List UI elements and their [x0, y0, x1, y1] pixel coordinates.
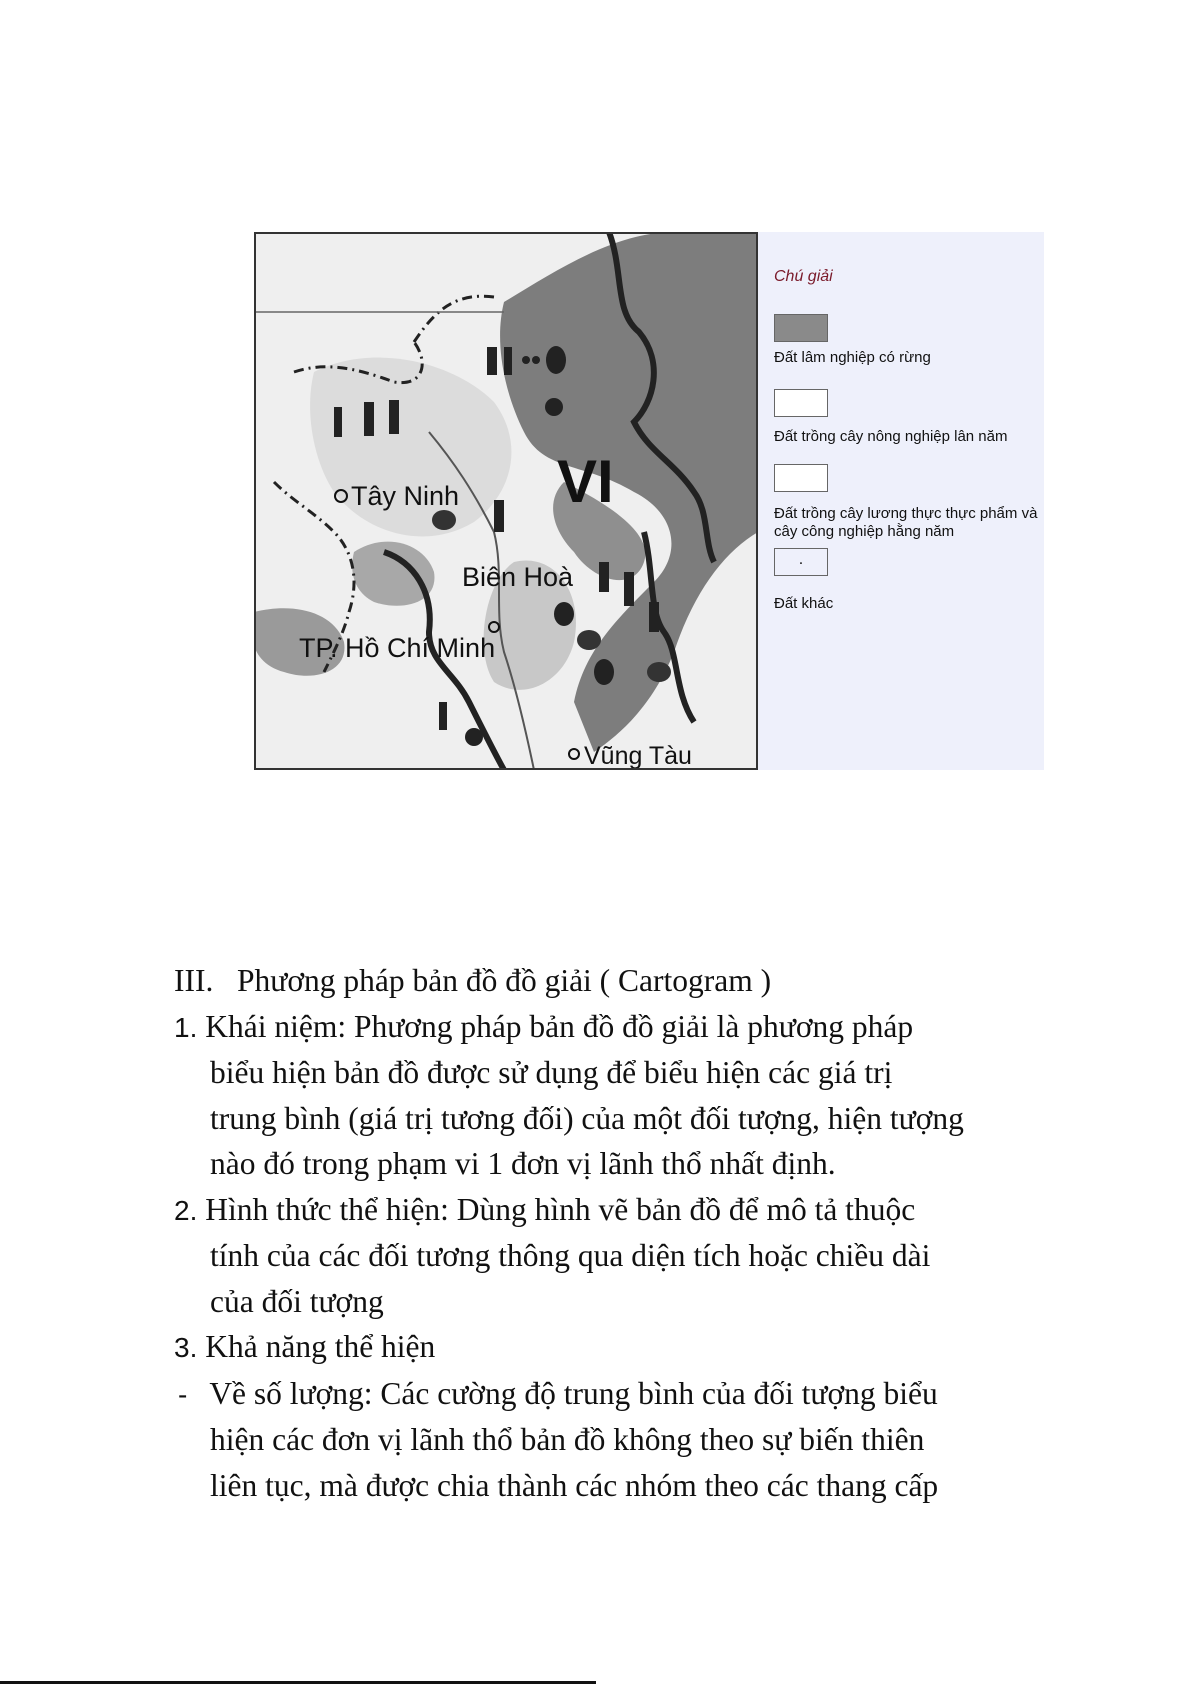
crop-symbol: [439, 702, 447, 730]
crop-symbol: [334, 407, 342, 437]
crop-symbol: [545, 398, 563, 416]
crop-symbol: [522, 356, 530, 364]
map-label-tay-ninh: Tây Ninh: [351, 481, 460, 511]
item-line: trung bình (giá trị tương đối) của một đối tượng, hiện tượng: [210, 1100, 964, 1136]
item-line: của đối tượng: [210, 1283, 384, 1319]
list-item: [174, 1187, 1074, 1234]
map-drawing: [254, 232, 758, 770]
crop-symbol: [599, 562, 609, 592]
heading-text: Phương pháp bản đồ đồ giải ( Cartogram ): [236, 963, 772, 998]
legend-label-forest: Đất lâm nghiệp có rừng: [774, 349, 931, 366]
section-heading: [174, 958, 1074, 1004]
heading-number: III.: [174, 963, 214, 998]
list-item: [174, 1004, 1074, 1051]
crop-symbol: [465, 728, 483, 746]
crop-symbol: [532, 356, 540, 364]
item-line: Khái niệm: Phương pháp bản đồ đồ giải là phương pháp: [205, 1008, 914, 1044]
legend-label-other: Đất khác: [774, 595, 834, 612]
crop-symbol: [389, 400, 399, 434]
crop-symbol: [432, 510, 456, 530]
legend-swatch-perennial: [774, 389, 828, 417]
item-line: hiện các đơn vị lãnh thổ bản đồ không theo sự biến thiên: [210, 1422, 925, 1457]
legend-title: Chú giải: [774, 268, 833, 285]
crop-symbol: [546, 346, 566, 374]
list-item: [174, 1324, 1074, 1371]
item-number: 1.: [174, 1011, 198, 1043]
map-label-hcm: TP. Hồ Chí Minh: [299, 633, 496, 663]
item-line: Hình thức thể hiện: Dùng hình vẽ bản đồ để mô tả thuộc: [205, 1191, 916, 1227]
crop-symbol: [494, 500, 504, 532]
crop-symbol: [649, 602, 659, 632]
item-line: Khả năng thể hiện: [205, 1329, 436, 1364]
legend-label-annual: Đất trồng cây lương thực thực phẩm và cây công nghiệp hằng năm: [774, 505, 1038, 540]
list-item: [174, 1371, 1074, 1418]
item-line: Về số lượng: Các cường độ trung bình của đối tượng biểu: [209, 1375, 938, 1411]
land-use-map: [254, 232, 758, 770]
item-line: nào đó trong phạm vi 1 đơn vị lãnh thổ nhất định.: [210, 1146, 836, 1181]
crop-symbol: [594, 659, 614, 685]
map-label-bien-hoa: Biên Hoà: [462, 562, 574, 592]
legend-swatch-other: .: [774, 548, 828, 576]
crop-symbol: [624, 572, 634, 606]
legend-swatch-forest: [774, 314, 828, 342]
map-label-vi: VI: [557, 448, 614, 515]
map-label-vung-tau: Vũng Tàu: [584, 742, 692, 770]
crop-symbol: [364, 402, 374, 436]
crop-symbol: [554, 602, 574, 626]
item-line: tính của các đối tương thông qua diện tích hoặc chiều dài: [210, 1238, 931, 1273]
legend-label-perennial: Đất trồng cây nông nghiệp lân năm: [774, 428, 1008, 445]
crop-symbol: [577, 630, 601, 650]
map-figure: [254, 232, 1044, 770]
crop-symbol: [504, 347, 512, 375]
item-line: liên tục, mà được chia thành các nhóm theo các thang cấp: [210, 1467, 939, 1503]
crop-symbol: [487, 347, 497, 375]
crop-symbol: [647, 662, 671, 682]
item-number: -: [178, 1378, 188, 1410]
bottom-rule: [0, 1681, 596, 1684]
legend-swatch-annual: [774, 464, 828, 492]
document-text: [174, 958, 1074, 1508]
item-number: 3.: [174, 1332, 198, 1363]
item-number: 2.: [174, 1194, 198, 1226]
map-legend: [774, 232, 1044, 770]
item-line: biểu hiện bản đồ được sử dụng để biểu hiện các giá trị: [210, 1055, 893, 1090]
